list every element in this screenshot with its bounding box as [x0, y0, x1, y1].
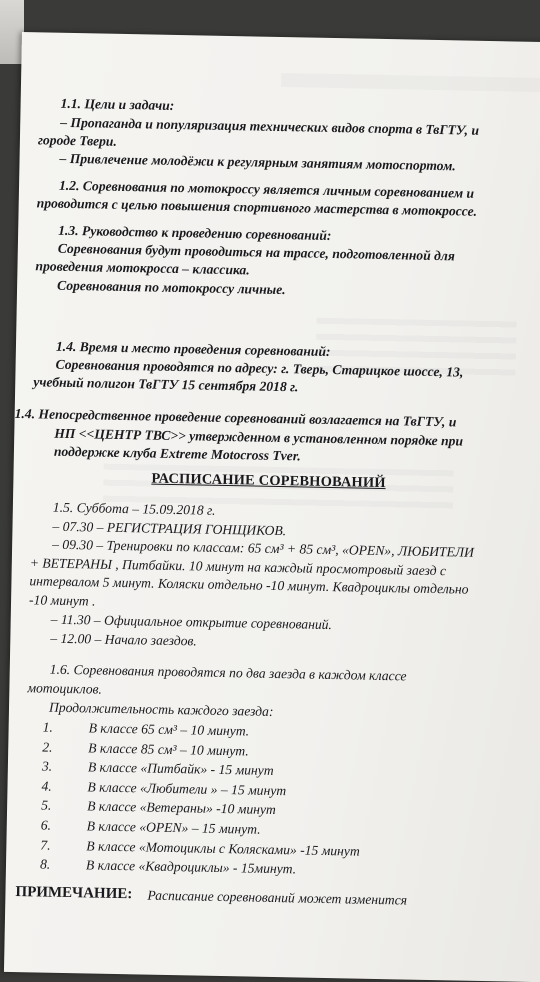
section-1-6-line: мотоциклов. [27, 680, 103, 697]
class-item-number: 3. [41, 758, 53, 774]
background-page-edge [0, 0, 24, 64]
class-item-text: В классе 85 см³ – 10 минут. [88, 739, 249, 759]
schedule-line: -10 минут . [28, 592, 96, 609]
section-1-2-line: 1.2. Соревнования по мотокроссу является личным соревнованием и [58, 177, 475, 201]
section-1-3-title: 1.3. Руководство к проведению соревнований: [58, 222, 332, 243]
section-1-4-line: учебный полигон ТвГТУ 15 сентября 2018 г. [33, 374, 299, 395]
class-item-text: В классе 65 см³ – 10 минут. [88, 720, 250, 739]
class-item-number: 4. [41, 778, 52, 794]
section-1-1-title: 1.1. Цели и задачи: [60, 95, 175, 113]
section-1-1-line: – Пропаганда и популяризация технических видов спорта в ТвГТУ, и [60, 114, 480, 138]
schedule-line: + ВЕТЕРАНЫ , Питбайки. 10 минут на каждый просмотровый заезд с [29, 555, 447, 579]
class-item-number: 6. [40, 817, 52, 833]
section-1-6-line: Продолжительность каждого заезда: [48, 699, 274, 719]
schedule-line: – 11.30 – Официальное открытие соревнований. [50, 611, 333, 633]
section-1-3-line: проведения мотокросса – классика. [35, 258, 250, 278]
document-sheet [4, 32, 540, 982]
section-1-6-line: 1.6. Соревнования проводятся по два заезда в каждом классе [49, 661, 407, 684]
schedule-heading: РАСПИСАНИЕ СОРЕВНОВАНИЙ [151, 470, 386, 492]
class-item-number: 7. [40, 837, 51, 853]
bleed-through-text [281, 73, 540, 92]
class-item-number: 5. [41, 797, 52, 814]
section-1-3-line: Соревнования по мотокроссу личные. [57, 277, 286, 298]
section-1-4-line: Соревнования проводятся по адресу: г. Тверь, Старицкое шоссе, 13, [55, 356, 464, 380]
section-1-4b-line: поддержке клуба Extreme Motocross Tver. [53, 443, 301, 464]
class-item-text: В классе «OPEN» – 15 минут. [86, 818, 261, 837]
class-item-text: В классе «Мотоциклы с Колясками» -15 минут [86, 837, 360, 859]
class-item-text: В классе «Ветераны» -10 минут [87, 798, 276, 818]
schedule-line: – 09.30 – Тренировки по классам: 65 см³ + 85 см³, «OPEN», ЛЮБИТЕЛИ [52, 536, 475, 560]
section-1-1-line: – Привлечение молодёжи к регулярным занятиям мотоспортом. [59, 150, 456, 174]
class-item-number: 1. [42, 719, 54, 735]
note-text: Расписание соревнований может изменится [147, 887, 408, 908]
schedule-line: – 07.30 – РЕГИСТРАЦИЯ ГОНЩИКОВ. [52, 518, 287, 539]
section-1-4-title: 1.4. Время и место проведения соревнований: [55, 338, 331, 359]
note-label: ПРИМЕЧАНИЕ: [15, 884, 133, 903]
class-item-number: 2. [42, 739, 53, 755]
class-item-text: В классе «Питбайк» - 15 минут [87, 759, 274, 779]
section-1-4b-line: НП <<ЦЕНТР ТВС>> утвержденном в установленном порядке при [54, 425, 464, 449]
schedule-line: интервалом 5 минут. Коляски отдельно -10 минут. Квадроциклы отдельно [29, 573, 469, 597]
section-1-1-line: городе Твери. [37, 132, 117, 149]
class-item-text: В классе «Любители » – 15 минут [87, 779, 287, 799]
section-1-5-title: 1.5. Суббота – 15.09.2018 г. [52, 499, 216, 518]
section-1-4b-line: 1.4. Непосредственное проведение соревнований возлагается на ТвГТУ, и [14, 405, 457, 430]
class-item-text: В классе «Квадроциклы» - 15минут. [85, 857, 297, 877]
section-1-3-line: Соревнования будут проводиться на трассе, подготовленной для [57, 240, 455, 264]
schedule-line: – 12.00 – Начало заездов. [50, 630, 197, 649]
section-1-2-line: проводится с целью повышения спортивного мастерства в мотокроссе. [36, 195, 478, 219]
class-item-number: 8. [39, 856, 51, 872]
